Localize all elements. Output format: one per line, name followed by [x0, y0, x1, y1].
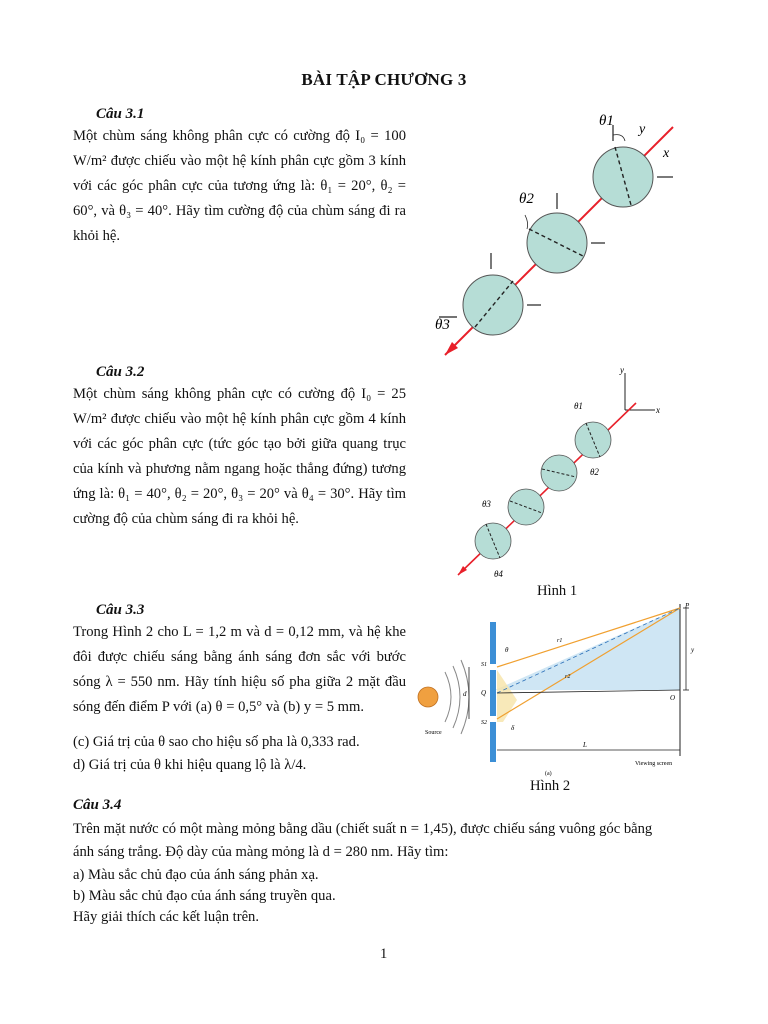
question-3-4-line-1: Trên mặt nước có một màng mỏng bằng dầu (chiết suất n = 1,45), được chiếu sáng vuông góc bằng — [73, 821, 653, 837]
L-label: L — [583, 741, 587, 749]
r2-label: r2 — [565, 674, 571, 680]
point-o-label: O — [670, 694, 676, 702]
slit-barrier — [490, 622, 496, 762]
y-distance-label: y — [691, 646, 695, 654]
slit-s1-label: S1 — [481, 662, 487, 668]
polarizer-disk-4-1 — [575, 422, 611, 458]
question-3-3-text: Trong Hình 2 cho L = 1,2 m và d = 0,12 mm, và hệ khe đôi được chiếu sáng bằng ánh sáng đơn sắc với bước sóng λ = 550 nm. Hãy tính hiệu số pha giữa 2 mặt đầu sóng đến điểm P với (a) θ = 0,5° và (b) y = 5 mm. — [73, 624, 406, 715]
viewing-screen-label: Viewing screen — [635, 761, 673, 767]
question-3-1-heading: Câu 3.1 — [96, 106, 145, 122]
polarizer-figure-4 — [450, 365, 670, 580]
delta-label: δ — [511, 724, 515, 732]
question-3-4-line-2: ánh sáng trắng. Độ dày của màng mỏng là d = 280 nm. Hãy tìm: — [73, 844, 449, 860]
theta3-label: θ3 — [435, 317, 450, 333]
figure-2-caption: Hình 2 — [530, 778, 571, 794]
question-3-4-explain: Hãy giải thích các kết luận trên. — [73, 909, 259, 925]
point-q-label: Q — [481, 689, 487, 697]
figure-1-caption: Hình 1 — [537, 583, 578, 599]
y-axis-label-2: y — [620, 365, 624, 375]
light-source — [418, 687, 438, 707]
theta-label: θ — [505, 646, 509, 654]
question-3-3-part-c: (c) Giá trị của θ sao cho hiệu số pha là 0,333 rad. — [73, 734, 360, 750]
theta1-label-2: θ1 — [574, 401, 583, 411]
source-label: Source — [425, 730, 442, 736]
theta2-label-2: θ2 — [590, 467, 599, 477]
x-axis-label-2: x — [656, 405, 660, 415]
polarizer-figure-3 — [425, 105, 695, 365]
double-slit-figure — [415, 600, 715, 780]
question-3-4-part-a: a) Màu sắc chủ đạo của ánh sáng phản xạ. — [73, 867, 319, 883]
theta2-label: θ2 — [519, 191, 534, 207]
question-3-2-text: Một chùm sáng không phân cực có cường độ I₀ = 25 W/m² được chiếu vào một hệ kính phân cực gồm 4 kính với các góc phân cực (tức góc tạo bởi giữa quang trục của kính và phương nằm ngang hoặc thẳng đứng) tương ứng là: θ₁ = 40°, θ₂ = 20°, θ₃ = 20° và θ₄ = 30°. Hãy tìm cường độ của chùm sáng đi ra khỏi hệ. — [73, 386, 406, 527]
theta3-label-2: θ3 — [482, 499, 491, 509]
r1-label: r1 — [557, 638, 563, 644]
question-3-4-part-b: b) Màu sắc chủ đạo của ánh sáng truyền qua. — [73, 888, 336, 904]
question-3-3-part-d: d) Giá trị của θ khi hiệu quang lộ là λ/4. — [73, 757, 307, 773]
y-axis-label: y — [639, 122, 646, 137]
question-3-3-heading: Câu 3.3 — [96, 602, 145, 618]
question-3-1-text: Một chùm sáng không phân cực có cường độ I₀ = 100 W/m² được chiếu vào một hệ kính phân cực gồm 3 kính với các góc phân cực của tương ứng là: θ₁ = 20°, θ₂ = 60°, và θ₃ = 40°. Hãy tìm cường độ của chùm sáng đi ra khỏi hệ. — [73, 128, 406, 244]
theta1-label: θ1 — [599, 113, 614, 129]
question-3-4-heading: Câu 3.4 — [73, 797, 122, 813]
x-axis-label: x — [663, 146, 670, 161]
theta4-label-2: θ4 — [494, 569, 503, 579]
screen-region — [495, 608, 680, 690]
point-p-label: P — [685, 602, 690, 610]
page-title: BÀI TẬP CHƯƠNG 3 — [301, 70, 467, 89]
d-label: d — [463, 690, 467, 698]
subfigure-a-label: (a) — [545, 771, 552, 777]
slit-s2-label: S2 — [481, 720, 487, 726]
polarizer-disk-4-4 — [475, 523, 511, 559]
question-3-2-heading: Câu 3.2 — [96, 364, 145, 380]
page-number: 1 — [380, 946, 388, 962]
